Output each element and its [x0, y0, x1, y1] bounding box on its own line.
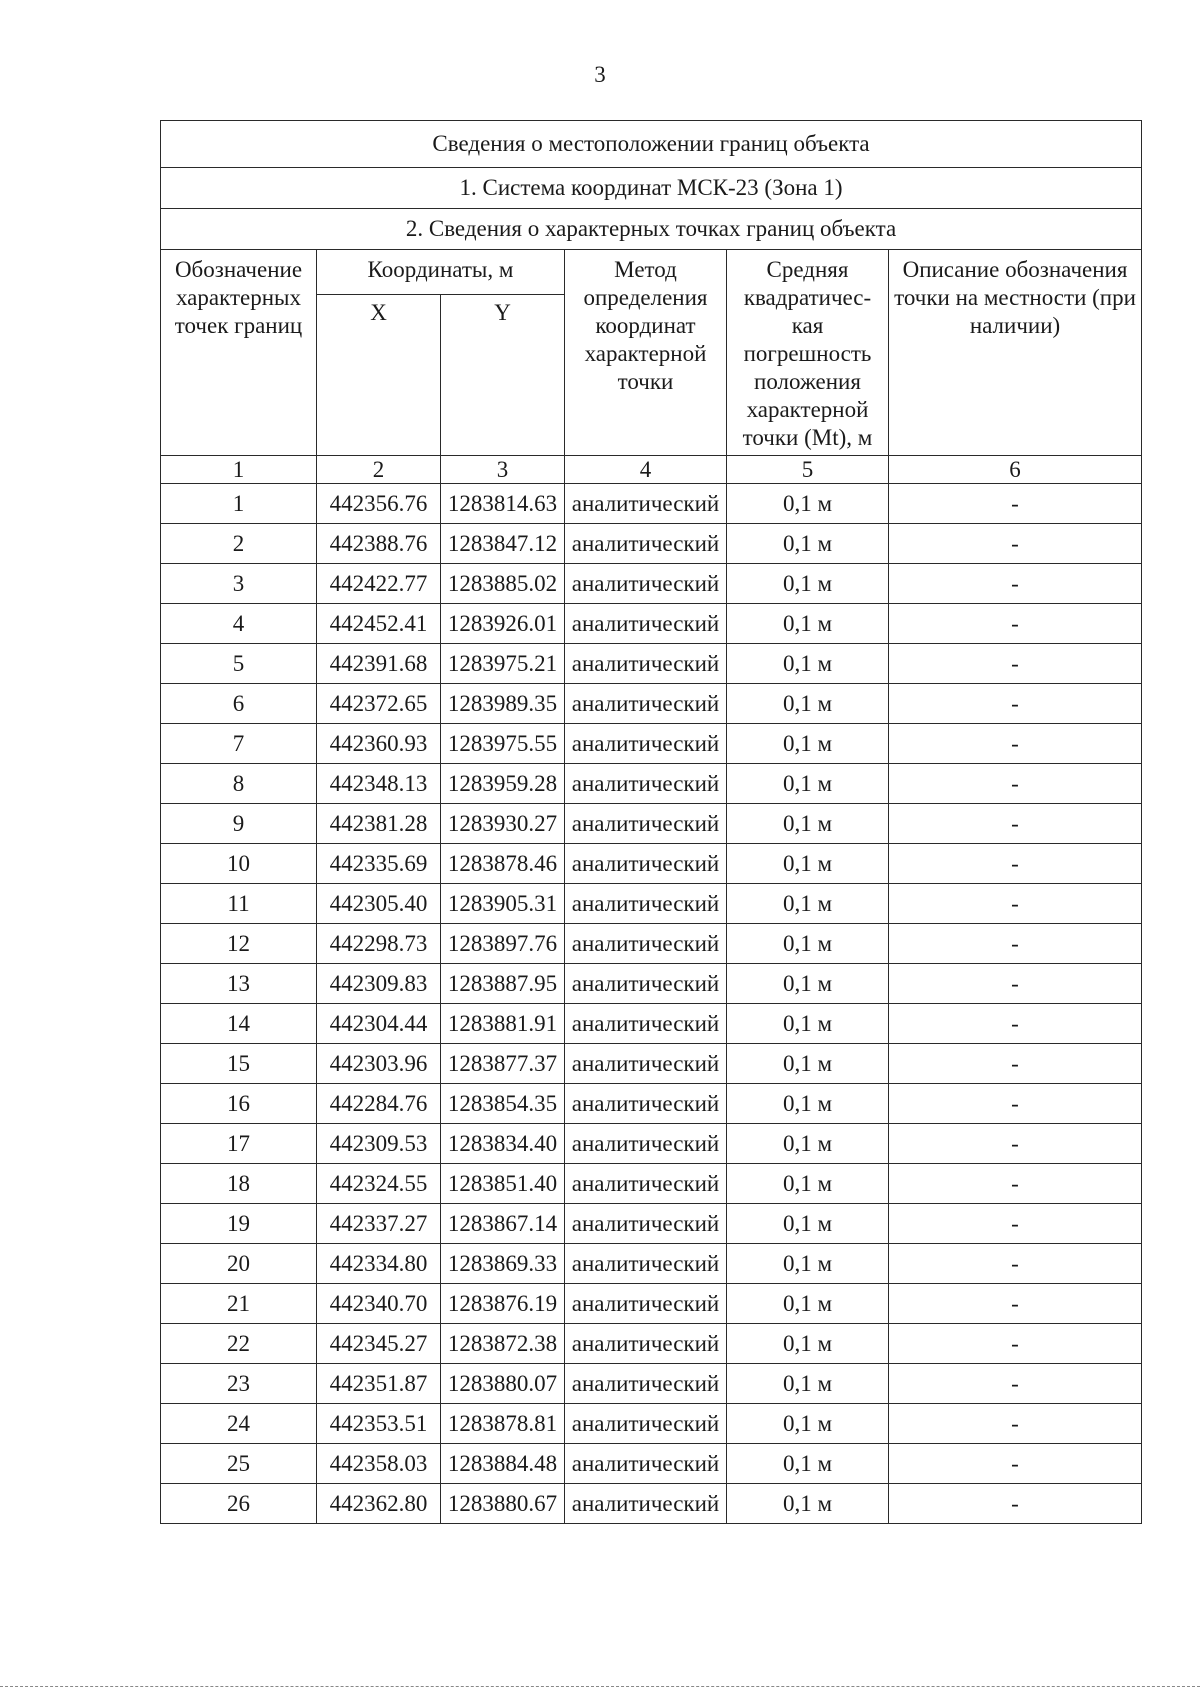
table-row: [161, 1084, 1142, 1124]
method-cell: аналитический: [565, 1164, 727, 1204]
y-coordinate-cell: 1283897.76: [441, 924, 565, 964]
y-coordinate-cell: 1283975.21: [441, 644, 565, 684]
point-number-cell: 2: [161, 524, 317, 564]
error-cell: 0,1 м: [727, 484, 889, 524]
x-coordinate-cell: 442309.83: [317, 964, 441, 1004]
y-coordinate-cell: 1283869.33: [441, 1244, 565, 1284]
table-row: [161, 1204, 1142, 1244]
table-row: [161, 1324, 1142, 1364]
method-cell: аналитический: [565, 804, 727, 844]
column-number: 5: [727, 456, 889, 484]
y-coordinate-cell: 1283834.40: [441, 1124, 565, 1164]
error-cell: 0,1 м: [727, 1164, 889, 1204]
y-coordinate-cell: 1283975.55: [441, 724, 565, 764]
error-cell: 0,1 м: [727, 1004, 889, 1044]
method-cell: аналитический: [565, 684, 727, 724]
error-cell: 0,1 м: [727, 804, 889, 844]
point-number-cell: 7: [161, 724, 317, 764]
description-cell: -: [889, 1324, 1142, 1364]
error-cell: 0,1 м: [727, 1324, 889, 1364]
y-coordinate-cell: 1283878.81: [441, 1404, 565, 1444]
error-cell: 0,1 м: [727, 1484, 889, 1524]
column-number: 1: [161, 456, 317, 484]
x-coordinate-cell: 442304.44: [317, 1004, 441, 1044]
description-cell: -: [889, 1444, 1142, 1484]
point-number-cell: 9: [161, 804, 317, 844]
table-row: [161, 764, 1142, 804]
point-number-cell: 11: [161, 884, 317, 924]
y-coordinate-cell: 1283959.28: [441, 764, 565, 804]
table-row: [161, 604, 1142, 644]
description-cell: -: [889, 1164, 1142, 1204]
point-number-cell: 15: [161, 1044, 317, 1084]
error-cell: 0,1 м: [727, 1364, 889, 1404]
description-cell: -: [889, 1244, 1142, 1284]
table-row: [161, 1444, 1142, 1484]
table-title: Сведения о местоположении границ объекта: [161, 121, 1142, 168]
error-cell: 0,1 м: [727, 1124, 889, 1164]
header-y: Y: [441, 295, 565, 456]
method-cell: аналитический: [565, 764, 727, 804]
error-cell: 0,1 м: [727, 764, 889, 804]
method-cell: аналитический: [565, 924, 727, 964]
method-cell: аналитический: [565, 564, 727, 604]
page-number: 3: [594, 62, 606, 87]
method-cell: аналитический: [565, 844, 727, 884]
x-coordinate-cell: 442358.03: [317, 1444, 441, 1484]
column-number-row: [161, 456, 1142, 484]
method-cell: аналитический: [565, 1004, 727, 1044]
x-coordinate-cell: 442351.87: [317, 1364, 441, 1404]
point-number-cell: 1: [161, 484, 317, 524]
x-coordinate-cell: 442388.76: [317, 524, 441, 564]
method-cell: аналитический: [565, 1084, 727, 1124]
y-coordinate-cell: 1283881.91: [441, 1004, 565, 1044]
x-coordinate-cell: 442360.93: [317, 724, 441, 764]
point-number-cell: 12: [161, 924, 317, 964]
x-coordinate-cell: 442348.13: [317, 764, 441, 804]
method-cell: аналитический: [565, 1124, 727, 1164]
x-coordinate-cell: 442309.53: [317, 1124, 441, 1164]
method-cell: аналитический: [565, 1244, 727, 1284]
table-row: [161, 884, 1142, 924]
table-row: [161, 484, 1142, 524]
table-row: [161, 1364, 1142, 1404]
coordinate-system: 1. Система координат МСК-23 (Зона 1): [161, 168, 1142, 209]
x-coordinate-cell: 442381.28: [317, 804, 441, 844]
y-coordinate-cell: 1283885.02: [441, 564, 565, 604]
table-row: [161, 1404, 1142, 1444]
method-cell: аналитический: [565, 1404, 727, 1444]
description-cell: -: [889, 1364, 1142, 1404]
description-cell: -: [889, 804, 1142, 844]
point-number-cell: 10: [161, 844, 317, 884]
x-coordinate-cell: 442303.96: [317, 1044, 441, 1084]
x-coordinate-cell: 442452.41: [317, 604, 441, 644]
point-number-cell: 25: [161, 1444, 317, 1484]
point-number-cell: 22: [161, 1324, 317, 1364]
error-cell: 0,1 м: [727, 724, 889, 764]
y-coordinate-cell: 1283905.31: [441, 884, 565, 924]
description-cell: -: [889, 924, 1142, 964]
y-coordinate-cell: 1283877.37: [441, 1044, 565, 1084]
description-cell: -: [889, 1004, 1142, 1044]
y-coordinate-cell: 1283872.38: [441, 1324, 565, 1364]
table-row: [161, 964, 1142, 1004]
error-cell: 0,1 м: [727, 604, 889, 644]
error-cell: 0,1 м: [727, 1244, 889, 1284]
x-coordinate-cell: 442334.80: [317, 1244, 441, 1284]
column-number: 4: [565, 456, 727, 484]
points-section-title: 2. Сведения о характерных точках границ объекта: [161, 209, 1142, 250]
y-coordinate-cell: 1283926.01: [441, 604, 565, 644]
header-x: X: [317, 295, 441, 456]
header-description: Описание обозначения точки на местности (при наличии): [889, 250, 1142, 456]
table-row: [161, 1164, 1142, 1204]
point-number-cell: 16: [161, 1084, 317, 1124]
description-cell: -: [889, 484, 1142, 524]
y-coordinate-cell: 1283867.14: [441, 1204, 565, 1244]
table-row: [161, 724, 1142, 764]
method-cell: аналитический: [565, 604, 727, 644]
description-cell: -: [889, 1284, 1142, 1324]
error-cell: 0,1 м: [727, 524, 889, 564]
description-cell: -: [889, 964, 1142, 1004]
method-cell: аналитический: [565, 724, 727, 764]
table-row: [161, 844, 1142, 884]
method-cell: аналитический: [565, 1324, 727, 1364]
method-cell: аналитический: [565, 1364, 727, 1404]
table-row: [161, 1484, 1142, 1524]
point-number-cell: 26: [161, 1484, 317, 1524]
description-cell: -: [889, 564, 1142, 604]
point-number-cell: 5: [161, 644, 317, 684]
error-cell: 0,1 м: [727, 924, 889, 964]
column-number: 2: [317, 456, 441, 484]
description-cell: -: [889, 1404, 1142, 1444]
y-coordinate-cell: 1283847.12: [441, 524, 565, 564]
column-number: 3: [441, 456, 565, 484]
point-number-cell: 4: [161, 604, 317, 644]
table-row: [161, 684, 1142, 724]
point-number-cell: 23: [161, 1364, 317, 1404]
x-coordinate-cell: 442372.65: [317, 684, 441, 724]
error-cell: 0,1 м: [727, 564, 889, 604]
method-cell: аналитический: [565, 1444, 727, 1484]
error-cell: 0,1 м: [727, 644, 889, 684]
y-coordinate-cell: 1283880.67: [441, 1484, 565, 1524]
table-row: [161, 644, 1142, 684]
y-coordinate-cell: 1283887.95: [441, 964, 565, 1004]
column-number: 6: [889, 456, 1142, 484]
description-cell: -: [889, 844, 1142, 884]
table-row: [161, 524, 1142, 564]
table-row: [161, 1124, 1142, 1164]
x-coordinate-cell: 442305.40: [317, 884, 441, 924]
x-coordinate-cell: 442345.27: [317, 1324, 441, 1364]
point-number-cell: 19: [161, 1204, 317, 1244]
x-coordinate-cell: 442391.68: [317, 644, 441, 684]
error-cell: 0,1 м: [727, 1284, 889, 1324]
x-coordinate-cell: 442362.80: [317, 1484, 441, 1524]
y-coordinate-cell: 1283854.35: [441, 1084, 565, 1124]
description-cell: -: [889, 604, 1142, 644]
y-coordinate-cell: 1283989.35: [441, 684, 565, 724]
error-cell: 0,1 м: [727, 844, 889, 884]
table-row: [161, 924, 1142, 964]
method-cell: аналитический: [565, 1044, 727, 1084]
point-number-cell: 14: [161, 1004, 317, 1044]
x-coordinate-cell: 442337.27: [317, 1204, 441, 1244]
header-method: Метод определения координат характерной точки: [565, 250, 727, 456]
description-cell: -: [889, 764, 1142, 804]
method-cell: аналитический: [565, 964, 727, 1004]
x-coordinate-cell: 442335.69: [317, 844, 441, 884]
x-coordinate-cell: 442353.51: [317, 1404, 441, 1444]
point-number-cell: 24: [161, 1404, 317, 1444]
x-coordinate-cell: 442356.76: [317, 484, 441, 524]
description-cell: -: [889, 684, 1142, 724]
description-cell: -: [889, 884, 1142, 924]
y-coordinate-cell: 1283878.46: [441, 844, 565, 884]
method-cell: аналитический: [565, 1284, 727, 1324]
header-designation: Обозначение характерных точек границ: [161, 250, 317, 456]
description-cell: -: [889, 724, 1142, 764]
y-coordinate-cell: 1283814.63: [441, 484, 565, 524]
error-cell: 0,1 м: [727, 964, 889, 1004]
description-cell: -: [889, 1124, 1142, 1164]
x-coordinate-cell: 442422.77: [317, 564, 441, 604]
method-cell: аналитический: [565, 644, 727, 684]
table-row: [161, 1244, 1142, 1284]
point-number-cell: 21: [161, 1284, 317, 1324]
method-cell: аналитический: [565, 1484, 727, 1524]
description-cell: -: [889, 1484, 1142, 1524]
y-coordinate-cell: 1283851.40: [441, 1164, 565, 1204]
y-coordinate-cell: 1283884.48: [441, 1444, 565, 1484]
error-cell: 0,1 м: [727, 1204, 889, 1244]
error-cell: 0,1 м: [727, 884, 889, 924]
scan-edge-line: [0, 1686, 1200, 1687]
description-cell: -: [889, 1204, 1142, 1244]
method-cell: аналитический: [565, 524, 727, 564]
table-row: [161, 804, 1142, 844]
table-row: [161, 1284, 1142, 1324]
y-coordinate-cell: 1283880.07: [441, 1364, 565, 1404]
method-cell: аналитический: [565, 1204, 727, 1244]
boundary-points-table: [160, 120, 1142, 1524]
error-cell: 0,1 м: [727, 1044, 889, 1084]
description-cell: -: [889, 524, 1142, 564]
point-number-cell: 18: [161, 1164, 317, 1204]
error-cell: 0,1 м: [727, 1444, 889, 1484]
y-coordinate-cell: 1283930.27: [441, 804, 565, 844]
method-cell: аналитический: [565, 884, 727, 924]
point-number-cell: 13: [161, 964, 317, 1004]
description-cell: -: [889, 1044, 1142, 1084]
method-cell: аналитический: [565, 484, 727, 524]
x-coordinate-cell: 442324.55: [317, 1164, 441, 1204]
point-number-cell: 3: [161, 564, 317, 604]
table-row: [161, 1004, 1142, 1044]
point-number-cell: 6: [161, 684, 317, 724]
error-cell: 0,1 м: [727, 1084, 889, 1124]
description-cell: -: [889, 1084, 1142, 1124]
header-error: Средняя квадратичес-кая погрешность положения характерной точки (Mt), м: [727, 250, 889, 456]
x-coordinate-cell: 442284.76: [317, 1084, 441, 1124]
table-row: [161, 1044, 1142, 1084]
x-coordinate-cell: 442340.70: [317, 1284, 441, 1324]
description-cell: -: [889, 644, 1142, 684]
error-cell: 0,1 м: [727, 684, 889, 724]
point-number-cell: 20: [161, 1244, 317, 1284]
header-coordinates: Координаты, м: [317, 250, 565, 295]
point-number-cell: 17: [161, 1124, 317, 1164]
table-row: [161, 564, 1142, 604]
error-cell: 0,1 м: [727, 1404, 889, 1444]
x-coordinate-cell: 442298.73: [317, 924, 441, 964]
point-number-cell: 8: [161, 764, 317, 804]
y-coordinate-cell: 1283876.19: [441, 1284, 565, 1324]
